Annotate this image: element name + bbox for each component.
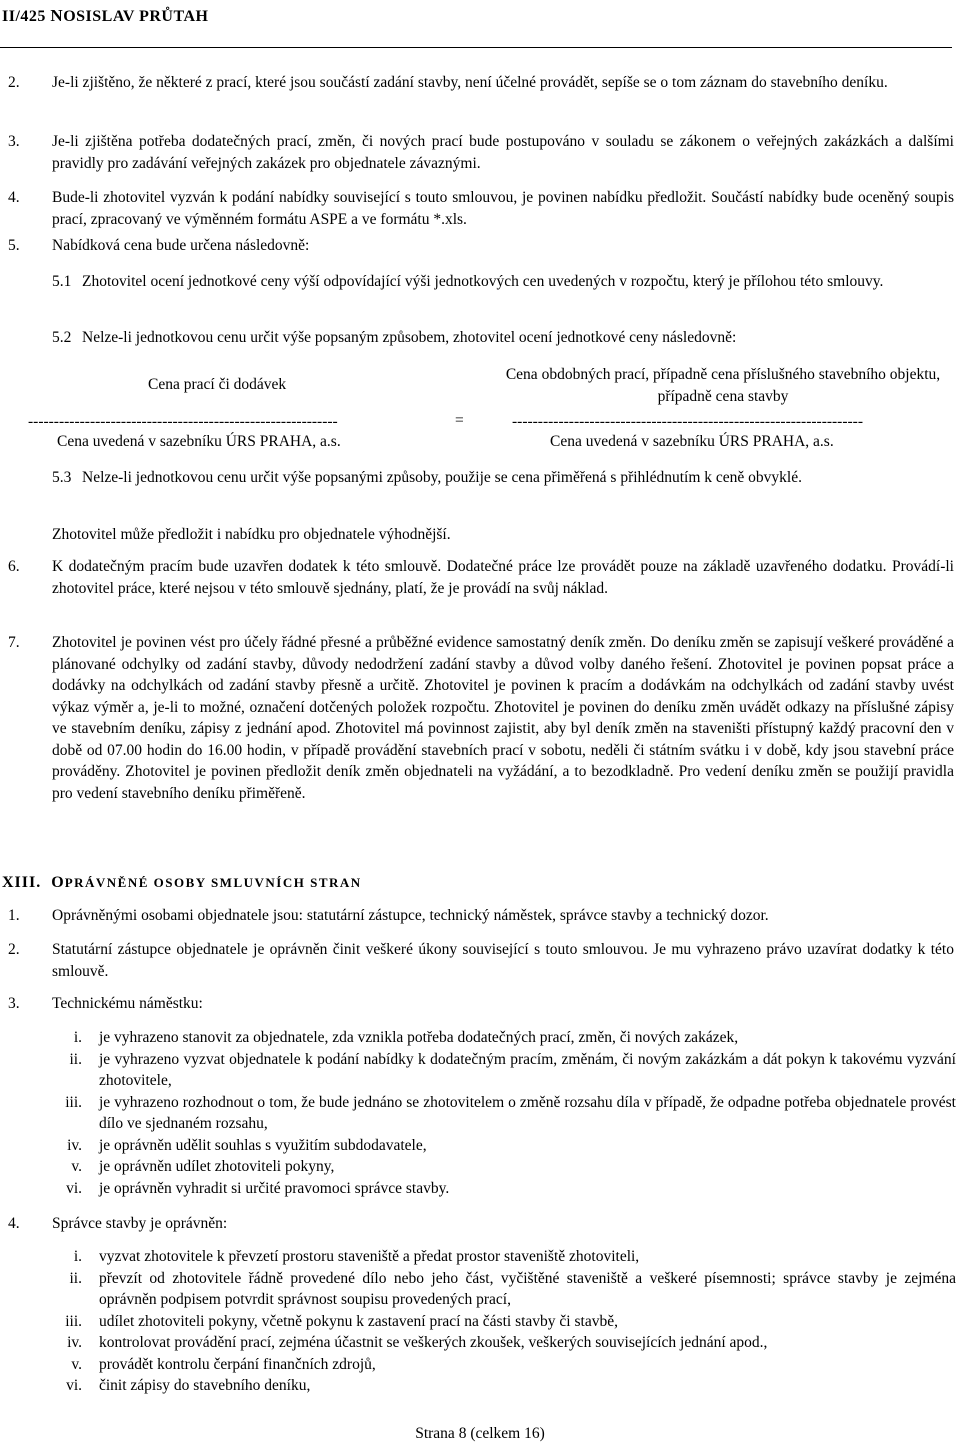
formula-left-numerator: Cena prací či dodávek — [148, 376, 287, 393]
item-number: 4. — [8, 189, 20, 206]
page-footer: Strana 8 (celkem 16) — [415, 1425, 545, 1442]
item-number: 6. — [8, 558, 20, 575]
list-item-text: je oprávněn udělit souhlas s využitím subdodavatele, — [99, 1136, 427, 1154]
section-heading — [2, 873, 362, 893]
header-title-first: N — [50, 6, 64, 25]
list-item-text: je vyhrazeno rozhodnout o tom, že bude jednáno se zhotovitelem o změně rozsahu díla v případě, že odpadne potřeba objednatele provést dílo ve sjednaném rozsahu, — [99, 1093, 956, 1132]
list-item-text: činit zápisy do stavebního deníku, — [99, 1377, 311, 1394]
sub-item — [52, 327, 954, 349]
offer-note: Zhotovitel může předložit i nabídku pro objednatele výhodnější. — [52, 526, 451, 543]
list-item-text: provádět kontrolu čerpání finančních zdrojů, — [99, 1355, 376, 1373]
sub-item — [52, 271, 954, 293]
list-item — [8, 235, 954, 257]
roman-number: ii. — [69, 1269, 82, 1287]
formula-right-denominator: Cena uvedená v sazebníku ÚRS PRAHA, a.s. — [550, 433, 834, 450]
item-text: Bude-li zhotovitel vyzván k podání nabídky související s touto smlouvou, je povinen nabídku předložit. Součástí nabídky bude oceněný soupis prací, zpracovaný ve výměnném formátu ASPE a ve formátu *.xls. — [52, 189, 954, 228]
list-item — [52, 1268, 956, 1311]
sub-item-number: 5.3 — [52, 469, 72, 486]
sub-item-text: Nelze-li jednotkovou cenu určit výše popsaným způsobem, zhotovitel ocení jednotkové ceny následovně: — [82, 329, 737, 346]
fraction-line-left: ------------------------------------------------------------ — [28, 413, 338, 430]
section-title-first: O — [51, 874, 65, 891]
site-manager-list — [52, 1246, 956, 1397]
list-item — [52, 1375, 956, 1397]
list-item — [8, 905, 954, 927]
list-item — [8, 1213, 954, 1235]
list-item — [52, 1156, 956, 1178]
item-number: 4. — [8, 1215, 20, 1232]
sub-item — [52, 467, 954, 489]
list-item — [8, 187, 954, 230]
item-number: 2. — [8, 941, 20, 958]
section-number: XIII. — [2, 874, 42, 891]
item-text: Statutární zástupce objednatele je oprávněn činit veškeré úkony související s touto smlouvou. Je mu vyhrazeno právo uzavírat dodatky k této smlouvě. — [52, 941, 954, 980]
formula-right-numerator: Cena obdobných prací, případně cena příslušného stavebního objektu, případně cena stavby — [505, 366, 941, 405]
sub-item-number: 5.1 — [52, 273, 72, 290]
section-title-rest: PRÁVNĚNÉ OSOBY SMLUVNÍCH STRAN — [64, 875, 362, 890]
item-text: Je-li zjištěno, že některé z prací, které jsou součástí zadání stavby, není účelné provádět, sepíše se o tom záznam do stavebního deníku. — [52, 74, 888, 91]
roman-number: iii. — [65, 1312, 82, 1330]
roman-number: i. — [73, 1029, 82, 1046]
equals-sign: = — [455, 412, 464, 429]
sub-item-text: Zhotovitel ocení jednotkové ceny výší odpovídající výši jednotkových cen uvedených v rozpočtu, který je přílohou této smlouvy. — [82, 273, 884, 290]
list-item-text: převzít od zhotovitele řádně provedené dílo nebo jeho část, vyčištěné staveniště a veškeré písemnosti; správce stavby je zejména oprávněn podpisem potvrdit správnost soupisu provedených prací, — [99, 1269, 956, 1308]
list-item — [8, 939, 954, 982]
list-item — [8, 632, 954, 804]
list-item — [52, 1049, 956, 1092]
sub-item-number: 5.2 — [52, 329, 72, 346]
list-item — [52, 1092, 956, 1135]
list-item-text: vyzvat zhotovitele k převzetí prostoru staveniště a předat prostor staveniště zhotoviteli, — [99, 1248, 640, 1265]
list-item — [8, 993, 954, 1015]
list-item — [8, 72, 954, 94]
item-text: Technickému náměstku: — [52, 995, 203, 1012]
item-number: 2. — [8, 74, 20, 91]
list-item-text: kontrolovat provádění prací, zejména účastnit se veškerých zkoušek, veškerých souvisejících jednání apod., — [99, 1334, 768, 1351]
roman-number: ii. — [69, 1050, 82, 1068]
header-rule — [0, 47, 952, 48]
item-number: 5. — [8, 237, 20, 254]
list-item — [52, 1246, 956, 1268]
roman-number: i. — [73, 1248, 82, 1265]
tech-deputy-list — [52, 1027, 956, 1199]
roman-number: iv. — [67, 1334, 82, 1351]
header-number: II/425 — [2, 8, 46, 25]
item-text: Nabídková cena bude určena následovně: — [52, 237, 310, 254]
list-item-text: je oprávněn vyhradit si určité pravomoci správce stavby. — [99, 1179, 450, 1197]
header-title-rest: OSISLAV PRŮTAH — [63, 8, 209, 25]
roman-number: vi. — [66, 1377, 82, 1394]
list-item — [52, 1311, 956, 1333]
list-item — [8, 131, 954, 174]
roman-number: iv. — [67, 1136, 82, 1154]
roman-number: v. — [71, 1158, 82, 1175]
list-item — [52, 1027, 956, 1049]
item-number: 7. — [8, 634, 20, 651]
item-number: 3. — [8, 995, 20, 1012]
item-number: 1. — [8, 907, 20, 924]
list-item — [8, 556, 954, 599]
formula-left-denominator: Cena uvedená v sazebníku ÚRS PRAHA, a.s. — [57, 433, 341, 450]
item-text: Oprávněnými osobami objednatele jsou: statutární zástupce, technický náměstek, správce stavby a technický dozor. — [52, 907, 769, 924]
list-item-text: je vyhrazeno stanovit za objednatele, zda vznikla potřeba dodatečných prací, změn, či nových zakázek, — [99, 1029, 739, 1046]
list-item — [52, 1354, 956, 1376]
list-item — [52, 1135, 956, 1157]
roman-number: iii. — [65, 1093, 82, 1111]
item-text: K dodatečným pracím bude uzavřen dodatek k této smlouvě. Dodatečné práce lze provádět pouze na základě uzavřeného dodatku. Provádí-li zhotovitel práce, které nejsou v této smlouvě sjednány, platí, že je provádí na svůj náklad. — [52, 558, 954, 597]
item-number: 3. — [8, 133, 20, 150]
item-text: Zhotovitel je povinen vést pro účely řádné přesné a průběžné evidence samostatný deník změn. Do deníku změn se zapisují veškeré prováděné a plánované odchylky od zadání stavby, důvody nedodržení zadání stavby a důvod volby daného řešení. Zhotovitel je povinen popsat práce a dodávky na odchylkách od zadání stavby přesně a určitě. Zhotovitel je povinen k pracím a dodávkám na odchylkách od zadání stavby uvést výkaz výměr a, je-li to možné, označení dotčených položek rozpočtu. Zhotovitel je povinen do deníku změn uvádět odkazy na příslušné zápisy ve stavebním deníku, zápisy z jednání apod. Zhotovitel má povinnost zajistit, aby byl deník změn na staveništi přístupný každý pracovní den v době od 07.00 hodin do 16.00 hodin, v případě provádění stavebních prací v sobotu, neděli či státním svátku i v době, kdy jsou stavební práce prováděny. Zhotovitel je povinen předložit deník změn objednateli na vyžádání, a to bezodkladně. Pro vedení deníku změn se použijí pravidla pro vedení stavebního deníku přiměřeně. — [52, 634, 954, 802]
sub-item-text: Nelze-li jednotkovou cenu určit výše popsanými způsoby, použije se cena přiměřená s přihlédnutím k ceně obvyklé. — [82, 469, 802, 486]
list-item — [52, 1332, 956, 1354]
item-text: Je-li zjištěna potřeba dodatečných prací, změn, či nových prací bude postupováno v souladu se zákonem o veřejných zakázkách a dalšími pravidly pro zadávání veřejných zakázek pro objednatele závaznými. — [52, 133, 954, 172]
item-text: Správce stavby je oprávněn: — [52, 1215, 228, 1232]
roman-number: v. — [71, 1355, 82, 1373]
roman-number: vi. — [66, 1179, 82, 1197]
list-item-text: je oprávněn udílet zhotoviteli pokyny, — [99, 1158, 335, 1175]
document-header — [2, 6, 208, 27]
list-item — [52, 1178, 956, 1200]
list-item-text: udílet zhotoviteli pokyny, včetně pokynu k zastavení prací na části stavby či stavbě, — [99, 1312, 618, 1330]
list-item-text: je vyhrazeno vyzvat objednatele k podání nabídky k dodatečným pracím, změnám, či novým zakázkám a dát pokyn k takovému vyzvání zhotovitele, — [99, 1050, 956, 1089]
fraction-line-right: -------------------------------------------------------------------- — [512, 413, 863, 430]
